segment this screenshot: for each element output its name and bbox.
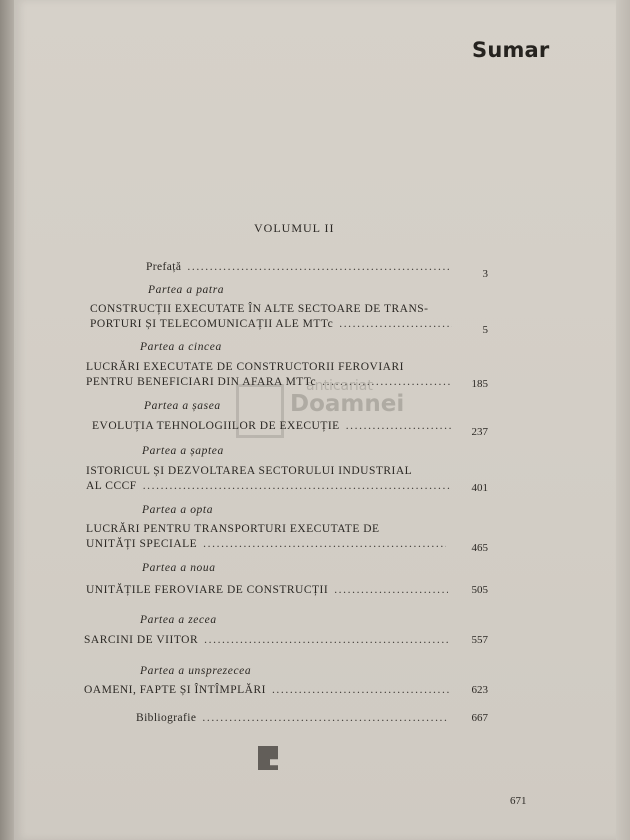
toc-entry-4-line2: PORTURI ȘI TELECOMUNICAȚII ALE MTTc ..... [90,318,458,333]
part-label-6: Partea a șasea [144,400,221,412]
toc-entry-4-line1: CONSTRUCȚII EXECUTATE ÎN ALTE SECTOARE DE TRANS- [90,303,429,315]
part-label-11: Partea a unsprezecea [140,665,252,677]
toc-entry-6: EVOLUȚIA TEHNOLOGIILOR DE EXECUȚIE ..... [92,420,458,435]
toc-page-9: 505 [471,584,488,596]
toc-page-5: 185 [471,378,488,390]
toc-page-prefata: 3 [482,268,488,280]
toc-entry-7-line1: ISTORICUL ȘI DEZVOLTAREA SECTORULUI INDUSTRIAL [86,465,413,477]
watermark-logo: anticariat Doamnei [236,378,396,434]
toc-entry-11: OAMENI, FAPTE ȘI ÎNTÎMPLĂRI ..... [84,684,456,699]
part-label-8: Partea a opta [142,504,214,516]
toc-entry-bibliografie: Bibliografie ..... [136,712,454,727]
toc-page-10: 557 [471,634,488,646]
part-label-9: Partea a noua [142,562,216,574]
toc-entry-9: UNITĂȚILE FEROVIARE DE CONSTRUCȚII ..... [86,584,454,599]
toc-entry-10: SARCINI DE VIITOR ..... [84,634,456,649]
toc-entry-8-line2: UNITĂȚI SPECIALE ..... [86,538,452,553]
page-title: Sumar [472,38,550,62]
toc-entry-7-line2: AL CCCF ..... [86,480,458,495]
page-gutter-left [0,0,14,840]
part-label-10: Partea a zecea [140,614,217,626]
part-label-7: Partea a șaptea [142,445,224,457]
page-edge-right [616,0,630,840]
part-label-4: Partea a patra [148,284,225,296]
toc-page-6: 237 [471,426,488,438]
toc-page-4: 5 [482,324,488,336]
toc-entry-5-line2: PENTRU BENEFICIARI DIN AFARA MTTc ..... [86,376,456,391]
page-number: 671 [510,795,527,807]
toc-page-8: 465 [471,542,488,554]
toc-entry-prefata: Prefață ..... [146,261,456,276]
leader-dots [187,261,450,273]
toc-page-11: 623 [471,684,488,696]
toc-page-7: 401 [471,482,488,494]
toc-entry-8-line1: LUCRĂRI PENTRU TRANSPORTURI EXECUTATE DE [86,523,380,535]
toc-entry-5-line1: LUCRĂRI EXECUTATE DE CONSTRUCTORII FEROVIARI [86,361,404,373]
publisher-logo-icon [258,746,278,770]
volume-heading: VOLUMUL II [254,221,335,235]
toc-page-bibliografie: 667 [471,712,488,724]
part-label-5: Partea a cincea [140,341,222,353]
